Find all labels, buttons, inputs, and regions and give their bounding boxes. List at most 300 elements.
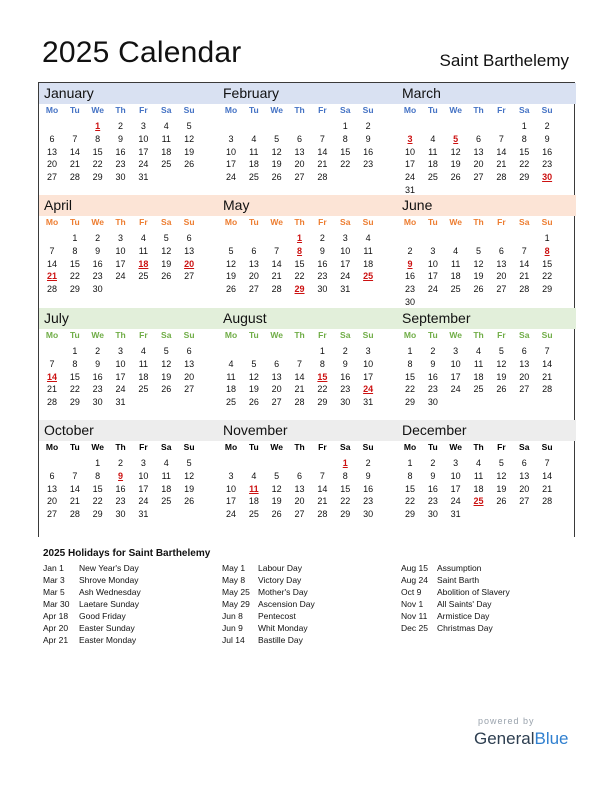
month-november bbox=[218, 420, 397, 532]
weekday-label: We bbox=[270, 105, 283, 115]
day-cell: 14 bbox=[46, 258, 57, 269]
day-cell: 23 bbox=[340, 384, 351, 395]
weekday-label: Su bbox=[183, 105, 195, 115]
day-cell: 29 bbox=[92, 172, 103, 183]
day-cell: 19 bbox=[184, 483, 195, 494]
day-cell: 21 bbox=[542, 483, 553, 494]
weekday-label: Mo bbox=[403, 330, 417, 340]
day-cell: 7 bbox=[274, 245, 280, 256]
day-cell: 10 bbox=[115, 245, 126, 256]
month-january bbox=[39, 83, 218, 195]
weekday-header-row bbox=[397, 105, 576, 118]
day-cell: 1 bbox=[544, 233, 550, 243]
day-cell: 10 bbox=[404, 146, 415, 157]
day-cell: 18 bbox=[450, 271, 461, 282]
weekday-header-row bbox=[397, 217, 576, 230]
day-cell: 30 bbox=[363, 509, 374, 520]
day-cell: 17 bbox=[427, 271, 438, 282]
weekday-label: Mo bbox=[224, 105, 238, 115]
day-cell: 31 bbox=[340, 284, 351, 295]
day-cell: 14 bbox=[317, 146, 328, 157]
day-cell: 11 bbox=[161, 133, 171, 144]
day-cell: 31 bbox=[115, 397, 126, 408]
day-cell: 26 bbox=[271, 509, 282, 520]
day-cell: 21 bbox=[317, 159, 328, 170]
day-cell: 7 bbox=[72, 470, 78, 481]
holiday-name: New Year's Day bbox=[79, 563, 139, 573]
day-cell: 5 bbox=[163, 233, 169, 243]
day-cell: 1 bbox=[72, 233, 78, 243]
day-cell: 25 bbox=[427, 172, 438, 183]
day-cell: 2 bbox=[365, 121, 371, 131]
day-cell: 7 bbox=[49, 245, 55, 256]
day-cell: 6 bbox=[251, 245, 257, 256]
holiday-day-cell: 25 bbox=[473, 496, 484, 507]
day-cell: 14 bbox=[542, 358, 553, 369]
day-cell: 26 bbox=[225, 284, 236, 295]
day-cell: 9 bbox=[365, 470, 371, 481]
weekday-label: We bbox=[270, 217, 283, 227]
day-cell: 4 bbox=[365, 233, 371, 243]
day-cell: 12 bbox=[496, 358, 507, 369]
day-cell: 1 bbox=[72, 346, 78, 356]
holiday-day-cell: 1 bbox=[342, 458, 348, 468]
day-cell: 22 bbox=[340, 159, 351, 170]
holiday-day-cell: 14 bbox=[46, 371, 57, 382]
day-cell: 24 bbox=[115, 271, 126, 282]
day-cell: 13 bbox=[46, 146, 57, 157]
day-cell: 8 bbox=[521, 133, 527, 144]
day-cell: 14 bbox=[294, 371, 305, 382]
day-cell: 26 bbox=[473, 284, 484, 295]
day-cell: 26 bbox=[450, 172, 461, 183]
day-cell: 2 bbox=[342, 346, 348, 356]
day-cell: 5 bbox=[476, 245, 482, 256]
holiday-day-cell: 15 bbox=[317, 371, 328, 382]
holiday-name: Labour Day bbox=[258, 563, 302, 573]
weekday-label: Fr bbox=[139, 217, 148, 227]
day-cell: 21 bbox=[317, 496, 328, 507]
day-cell: 19 bbox=[473, 271, 484, 282]
holiday-name: Ash Wednesday bbox=[79, 587, 141, 597]
day-cell: 3 bbox=[118, 346, 124, 356]
day-cell: 23 bbox=[404, 284, 415, 295]
day-cell: 20 bbox=[271, 384, 282, 395]
day-cell: 18 bbox=[248, 496, 259, 507]
weekday-label: Su bbox=[183, 442, 195, 452]
day-cell: 25 bbox=[138, 271, 149, 282]
day-cell: 4 bbox=[251, 133, 257, 144]
day-cell: 8 bbox=[407, 358, 413, 369]
day-cell: 27 bbox=[294, 509, 305, 520]
month-name: December bbox=[402, 422, 467, 438]
weekday-label: Mo bbox=[45, 217, 59, 227]
day-cell: 22 bbox=[519, 159, 530, 170]
weekday-label: Sa bbox=[161, 442, 172, 452]
holiday-day-cell: 29 bbox=[294, 284, 305, 295]
day-cell: 14 bbox=[69, 146, 80, 157]
day-cell: 13 bbox=[294, 483, 305, 494]
day-cell: 2 bbox=[95, 233, 101, 243]
holiday-date: Jan 1 bbox=[43, 563, 64, 573]
holiday-name: Assumption bbox=[437, 563, 482, 573]
day-cell: 24 bbox=[427, 284, 438, 295]
day-cell: 23 bbox=[115, 159, 126, 170]
holiday-date: May 29 bbox=[222, 599, 250, 609]
day-cell: 3 bbox=[140, 121, 146, 131]
day-cell: 16 bbox=[115, 483, 126, 494]
day-cell: 9 bbox=[95, 245, 101, 256]
holiday-date: Aug 15 bbox=[401, 563, 428, 573]
weekday-label: We bbox=[449, 442, 462, 452]
day-cell: 7 bbox=[319, 470, 325, 481]
day-cell: 19 bbox=[161, 371, 172, 382]
weekday-label: Sa bbox=[519, 217, 530, 227]
weekday-label: Tu bbox=[248, 217, 259, 227]
day-cell: 3 bbox=[228, 133, 234, 144]
weekday-label: Tu bbox=[248, 442, 259, 452]
day-cell: 2 bbox=[365, 458, 371, 468]
weekday-label: Su bbox=[362, 330, 374, 340]
day-cell: 3 bbox=[365, 346, 371, 356]
day-cell: 11 bbox=[451, 258, 461, 269]
day-cell: 24 bbox=[225, 509, 236, 520]
day-cell: 29 bbox=[519, 172, 530, 183]
month-name: August bbox=[223, 310, 267, 326]
weekday-label: Sa bbox=[161, 217, 172, 227]
day-cell: 23 bbox=[363, 496, 374, 507]
weekday-label: Tu bbox=[69, 330, 80, 340]
weekday-label: Mo bbox=[45, 442, 59, 452]
weekday-header-row bbox=[397, 442, 576, 455]
day-cell: 16 bbox=[427, 483, 438, 494]
day-cell: 20 bbox=[519, 371, 530, 382]
weekday-label: Su bbox=[541, 442, 553, 452]
day-cell: 28 bbox=[69, 172, 80, 183]
month-name: September bbox=[402, 310, 471, 326]
weekday-header-row bbox=[218, 442, 397, 455]
day-cell: 22 bbox=[317, 384, 328, 395]
day-cell: 14 bbox=[69, 483, 80, 494]
day-cell: 28 bbox=[519, 284, 530, 295]
holiday-date: Mar 30 bbox=[43, 599, 70, 609]
day-cell: 10 bbox=[363, 358, 374, 369]
weekday-label: Sa bbox=[519, 442, 530, 452]
day-cell: 7 bbox=[498, 133, 504, 144]
day-cell: 8 bbox=[342, 133, 348, 144]
day-cell: 19 bbox=[161, 258, 172, 269]
day-cell: 10 bbox=[340, 245, 351, 256]
month-name: May bbox=[223, 197, 250, 213]
day-cell: 24 bbox=[138, 496, 149, 507]
weekday-label: Sa bbox=[340, 330, 351, 340]
holiday-name: Victory Day bbox=[258, 575, 302, 585]
day-cell: 24 bbox=[450, 496, 461, 507]
weekday-label: Th bbox=[294, 105, 305, 115]
day-cell: 31 bbox=[138, 172, 149, 183]
day-cell: 21 bbox=[69, 496, 80, 507]
holiday-day-cell: 5 bbox=[453, 133, 459, 144]
day-cell: 15 bbox=[340, 146, 351, 157]
day-cell: 17 bbox=[138, 146, 149, 157]
holiday-day-cell: 25 bbox=[363, 271, 374, 282]
day-cell: 28 bbox=[294, 397, 305, 408]
day-cell: 27 bbox=[496, 284, 507, 295]
day-cell: 5 bbox=[274, 133, 280, 144]
day-cell: 29 bbox=[69, 397, 80, 408]
day-cell: 7 bbox=[544, 346, 550, 356]
holiday-day-cell: 21 bbox=[46, 271, 57, 282]
day-cell: 11 bbox=[138, 245, 149, 256]
day-cell: 6 bbox=[274, 358, 280, 369]
day-cell: 6 bbox=[49, 470, 55, 481]
day-cell: 19 bbox=[450, 159, 461, 170]
day-cell: 8 bbox=[95, 470, 101, 481]
weekday-label: Sa bbox=[340, 442, 351, 452]
weekday-label: Th bbox=[294, 330, 305, 340]
holiday-name: Bastille Day bbox=[258, 635, 303, 645]
day-cell: 10 bbox=[225, 483, 236, 494]
holiday-date: Nov 1 bbox=[401, 599, 424, 609]
month-december bbox=[397, 420, 576, 532]
day-cell: 26 bbox=[184, 496, 195, 507]
day-cell: 21 bbox=[46, 384, 57, 395]
day-cell: 3 bbox=[140, 458, 146, 468]
month-name: March bbox=[402, 85, 441, 101]
day-cell: 18 bbox=[138, 371, 149, 382]
day-cell: 23 bbox=[92, 384, 103, 395]
weekday-label: Mo bbox=[403, 217, 417, 227]
day-cell: 27 bbox=[519, 384, 530, 395]
weekday-label: Sa bbox=[340, 217, 351, 227]
day-cell: 24 bbox=[404, 172, 415, 183]
weekday-label: Th bbox=[115, 330, 126, 340]
weekday-header-row bbox=[39, 105, 218, 118]
month-march bbox=[397, 83, 576, 195]
day-cell: 18 bbox=[427, 159, 438, 170]
weekday-label: Mo bbox=[403, 442, 417, 452]
day-cell: 9 bbox=[430, 470, 436, 481]
day-cell: 8 bbox=[342, 470, 348, 481]
holiday-name: Saint Barth bbox=[437, 575, 480, 585]
day-cell: 30 bbox=[92, 284, 103, 295]
day-cell: 15 bbox=[340, 483, 351, 494]
day-cell: 16 bbox=[363, 483, 374, 494]
day-cell: 23 bbox=[427, 496, 438, 507]
day-cell: 3 bbox=[453, 458, 459, 468]
day-cell: 11 bbox=[226, 371, 236, 382]
day-cell: 28 bbox=[542, 496, 553, 507]
day-cell: 12 bbox=[225, 258, 236, 269]
day-cell: 15 bbox=[69, 258, 80, 269]
holiday-day-cell: 9 bbox=[407, 258, 413, 269]
day-cell: 20 bbox=[294, 159, 305, 170]
day-cell: 26 bbox=[184, 159, 195, 170]
day-cell: 21 bbox=[542, 371, 553, 382]
day-cell: 16 bbox=[92, 258, 103, 269]
holiday-date: Mar 5 bbox=[43, 587, 65, 597]
weekday-label: Th bbox=[473, 105, 484, 115]
day-cell: 29 bbox=[92, 509, 103, 520]
day-cell: 6 bbox=[521, 346, 527, 356]
day-cell: 22 bbox=[294, 271, 305, 282]
weekday-label: Fr bbox=[318, 217, 327, 227]
day-cell: 11 bbox=[473, 358, 484, 369]
day-cell: 6 bbox=[186, 233, 192, 243]
holiday-date: May 8 bbox=[222, 575, 246, 585]
day-cell: 3 bbox=[118, 233, 124, 243]
holiday-day-cell: 18 bbox=[138, 258, 149, 269]
day-cell: 13 bbox=[184, 358, 195, 369]
day-cell: 9 bbox=[319, 245, 325, 256]
brand-logo[interactable] bbox=[474, 729, 569, 749]
holiday-name: Pentecost bbox=[258, 611, 296, 621]
weekday-label: We bbox=[270, 442, 283, 452]
weekday-label: Sa bbox=[161, 105, 172, 115]
day-cell: 14 bbox=[519, 258, 530, 269]
day-cell: 7 bbox=[521, 245, 527, 256]
day-cell: 15 bbox=[92, 146, 103, 157]
weekday-label: Sa bbox=[519, 330, 530, 340]
holiday-day-cell: 1 bbox=[297, 233, 303, 243]
month-name: October bbox=[44, 422, 94, 438]
weekday-label: We bbox=[449, 217, 462, 227]
month-name: November bbox=[223, 422, 288, 438]
day-cell: 27 bbox=[519, 496, 530, 507]
day-cell: 6 bbox=[297, 133, 303, 144]
holiday-date: Aug 24 bbox=[401, 575, 428, 585]
day-cell: 6 bbox=[49, 133, 55, 144]
day-cell: 23 bbox=[115, 496, 126, 507]
page-title: 2025 Calendar bbox=[42, 36, 242, 69]
holiday-name: Easter Monday bbox=[79, 635, 137, 645]
day-cell: 4 bbox=[430, 133, 436, 144]
weekday-label: Su bbox=[183, 217, 195, 227]
day-cell: 4 bbox=[140, 346, 146, 356]
holiday-day-cell: 1 bbox=[95, 121, 101, 131]
day-cell: 17 bbox=[225, 159, 236, 170]
day-cell: 7 bbox=[49, 358, 55, 369]
day-cell: 23 bbox=[317, 271, 328, 282]
day-cell: 27 bbox=[271, 397, 282, 408]
day-cell: 25 bbox=[161, 496, 172, 507]
day-cell: 19 bbox=[271, 496, 282, 507]
day-cell: 6 bbox=[297, 470, 303, 481]
day-cell: 4 bbox=[476, 458, 482, 468]
day-cell: 22 bbox=[340, 496, 351, 507]
month-february bbox=[218, 83, 397, 195]
day-cell: 3 bbox=[430, 245, 436, 256]
day-cell: 16 bbox=[542, 146, 553, 157]
day-cell: 9 bbox=[365, 133, 371, 144]
weekday-label: Su bbox=[541, 105, 553, 115]
day-cell: 30 bbox=[427, 509, 438, 520]
weekday-label: Th bbox=[473, 217, 484, 227]
day-cell: 12 bbox=[248, 371, 259, 382]
day-cell: 15 bbox=[404, 483, 415, 494]
day-cell: 25 bbox=[473, 384, 484, 395]
month-september bbox=[397, 308, 576, 420]
day-cell: 11 bbox=[161, 470, 171, 481]
day-cell: 25 bbox=[248, 172, 259, 183]
month-june bbox=[397, 195, 576, 307]
day-cell: 2 bbox=[118, 458, 124, 468]
day-cell: 11 bbox=[249, 146, 259, 157]
holiday-date: Mar 3 bbox=[43, 575, 65, 585]
day-cell: 14 bbox=[496, 146, 507, 157]
day-cell: 8 bbox=[95, 133, 101, 144]
day-cell: 5 bbox=[498, 458, 504, 468]
day-cell: 12 bbox=[161, 245, 172, 256]
holiday-day-cell: 3 bbox=[407, 133, 413, 144]
day-cell: 27 bbox=[473, 172, 484, 183]
day-cell: 25 bbox=[225, 397, 236, 408]
weekday-label: Su bbox=[541, 330, 553, 340]
day-cell: 8 bbox=[72, 358, 78, 369]
day-cell: 28 bbox=[46, 284, 57, 295]
day-cell: 28 bbox=[317, 172, 328, 183]
day-cell: 25 bbox=[138, 384, 149, 395]
weekday-label: Sa bbox=[519, 105, 530, 115]
day-cell: 25 bbox=[161, 159, 172, 170]
holiday-day-cell: 30 bbox=[542, 172, 553, 183]
day-cell: 19 bbox=[496, 371, 507, 382]
day-cell: 12 bbox=[271, 146, 282, 157]
day-cell: 1 bbox=[521, 121, 527, 131]
day-cell: 7 bbox=[319, 133, 325, 144]
weekday-label: Su bbox=[541, 217, 553, 227]
day-cell: 24 bbox=[450, 384, 461, 395]
holiday-day-cell: 20 bbox=[184, 258, 195, 269]
weekday-label: Th bbox=[294, 217, 305, 227]
day-cell: 12 bbox=[184, 133, 195, 144]
month-name: February bbox=[223, 85, 280, 101]
day-cell: 9 bbox=[118, 133, 124, 144]
holiday-date: Apr 21 bbox=[43, 635, 69, 645]
weekday-label: Th bbox=[115, 442, 126, 452]
holiday-date: Apr 18 bbox=[43, 611, 69, 621]
month-october bbox=[39, 420, 218, 532]
day-cell: 16 bbox=[92, 371, 103, 382]
holiday-day-cell: 11 bbox=[249, 483, 259, 494]
holiday-name: Mother's Day bbox=[258, 587, 308, 597]
holiday-date: Jun 8 bbox=[222, 611, 243, 621]
day-cell: 5 bbox=[251, 358, 257, 369]
day-cell: 21 bbox=[294, 384, 305, 395]
day-cell: 5 bbox=[186, 121, 192, 131]
weekday-label: Tu bbox=[69, 105, 80, 115]
day-cell: 15 bbox=[92, 483, 103, 494]
day-cell: 12 bbox=[473, 258, 484, 269]
weekday-label: Fr bbox=[139, 330, 148, 340]
holiday-name: Shrove Monday bbox=[79, 575, 139, 585]
day-cell: 30 bbox=[404, 297, 415, 307]
month-may bbox=[218, 195, 397, 307]
day-cell: 28 bbox=[317, 509, 328, 520]
day-cell: 23 bbox=[363, 159, 374, 170]
day-cell: 12 bbox=[450, 146, 461, 157]
day-cell: 22 bbox=[69, 384, 80, 395]
day-cell: 8 bbox=[407, 470, 413, 481]
weekday-label: Th bbox=[115, 105, 126, 115]
weekday-label: Tu bbox=[427, 442, 438, 452]
day-cell: 19 bbox=[248, 384, 259, 395]
day-cell: 26 bbox=[496, 496, 507, 507]
day-cell: 28 bbox=[69, 509, 80, 520]
weekday-label: Su bbox=[183, 330, 195, 340]
day-cell: 10 bbox=[427, 258, 438, 269]
weekday-label: Su bbox=[362, 105, 374, 115]
